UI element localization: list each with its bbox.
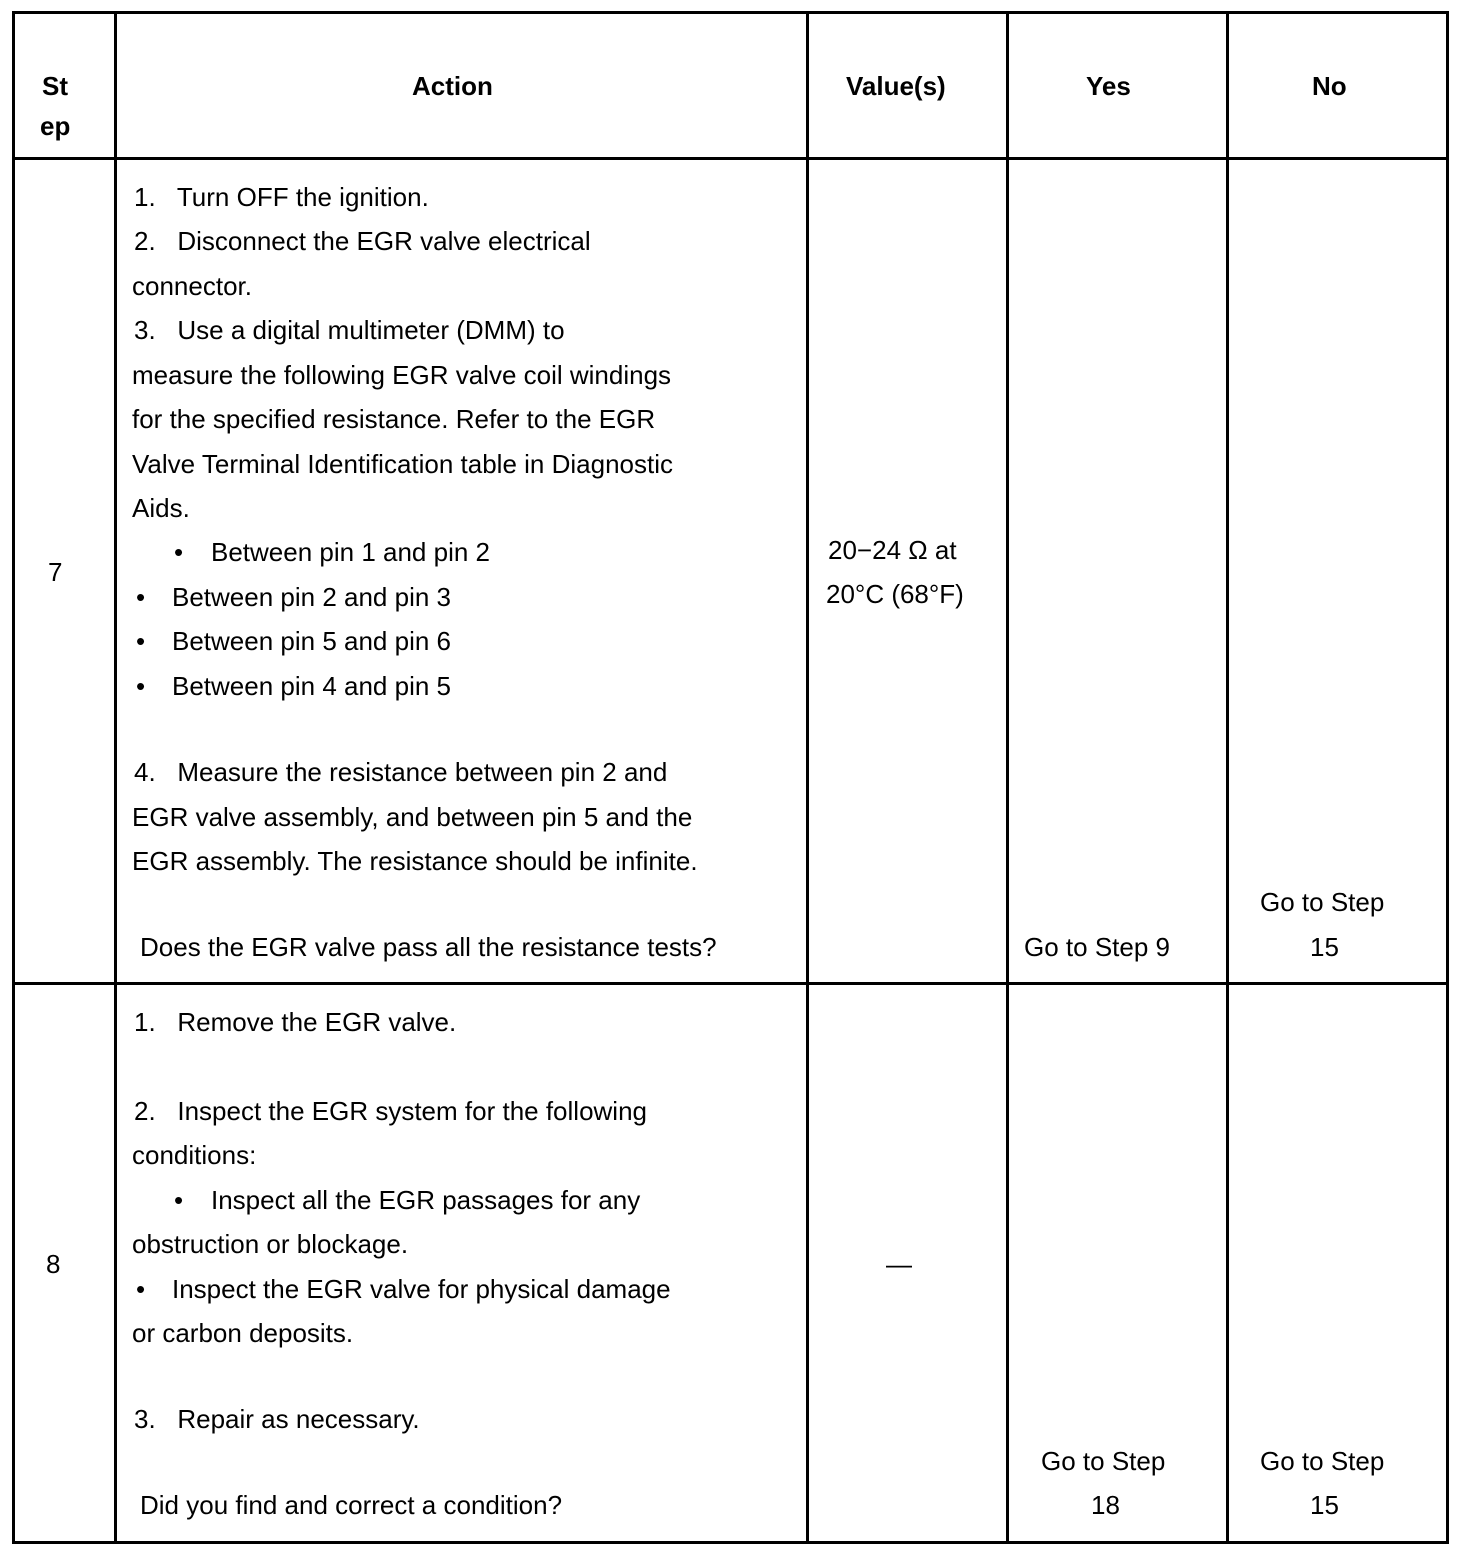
action-line: connector. bbox=[132, 271, 252, 301]
action-question: Did you find and correct a condition? bbox=[140, 1490, 563, 1520]
no-goto-line2: 15 bbox=[1310, 932, 1339, 962]
action-line: Between pin 1 and pin 2 bbox=[211, 537, 490, 567]
header-no: No bbox=[1312, 71, 1347, 101]
table-header-divider bbox=[12, 157, 1449, 160]
action-line: 4. Measure the resistance between pin 2 and bbox=[134, 757, 668, 787]
action-line: 2. Disconnect the EGR valve electrical bbox=[134, 226, 591, 256]
action-line: or carbon deposits. bbox=[132, 1318, 354, 1348]
yes-goto: Go to Step 9 bbox=[1024, 932, 1170, 962]
table-border-left bbox=[12, 11, 15, 1544]
action-line: Inspect the EGR valve for physical damage bbox=[172, 1274, 671, 1304]
bullet-icon: • bbox=[136, 671, 146, 701]
table-border-bottom bbox=[12, 1541, 1449, 1544]
action-line: 1. Turn OFF the ignition. bbox=[134, 182, 429, 212]
action-line: obstruction or blockage. bbox=[132, 1229, 409, 1259]
column-divider-action bbox=[806, 11, 809, 1544]
action-line: Between pin 4 and pin 5 bbox=[172, 671, 451, 701]
action-question: Does the EGR valve pass all the resistance tests? bbox=[140, 932, 717, 962]
action-line: Aids. bbox=[132, 493, 190, 523]
action-line: 2. Inspect the EGR system for the following bbox=[134, 1096, 648, 1126]
value-line: 20°C (68°F) bbox=[826, 579, 964, 609]
action-line: Between pin 5 and pin 6 bbox=[172, 626, 451, 656]
yes-goto-line2: 18 bbox=[1091, 1490, 1120, 1520]
bullet-icon: • bbox=[136, 1274, 146, 1304]
value-line: 20−24 Ω at bbox=[828, 535, 957, 565]
step-number: 7 bbox=[48, 557, 63, 587]
action-line: 3. Use a digital multimeter (DMM) to bbox=[134, 315, 565, 345]
action-line: measure the following EGR valve coil windings bbox=[132, 360, 672, 390]
column-divider-step bbox=[114, 11, 117, 1544]
action-line: 3. Repair as necessary. bbox=[134, 1404, 420, 1434]
column-divider-values bbox=[1006, 11, 1009, 1544]
bullet-icon: • bbox=[136, 626, 146, 656]
header-action: Action bbox=[412, 71, 493, 101]
action-line: Valve Terminal Identification table in Diagnostic bbox=[132, 449, 673, 479]
value-dash: — bbox=[886, 1249, 912, 1279]
bullet-icon: • bbox=[136, 582, 146, 612]
action-line: EGR assembly. The resistance should be infinite. bbox=[132, 846, 698, 876]
action-line: Between pin 2 and pin 3 bbox=[172, 582, 451, 612]
action-line: conditions: bbox=[132, 1140, 257, 1170]
column-divider-yes bbox=[1226, 11, 1229, 1544]
no-goto-line1: Go to Step bbox=[1260, 887, 1385, 917]
action-line: EGR valve assembly, and between pin 5 and the bbox=[132, 802, 693, 832]
action-line: for the specified resistance. Refer to the EGR bbox=[132, 404, 656, 434]
yes-goto-line1: Go to Step bbox=[1041, 1446, 1166, 1476]
step-number: 8 bbox=[46, 1249, 61, 1279]
table-border-right bbox=[1446, 11, 1449, 1544]
table-row-divider bbox=[12, 982, 1449, 985]
bullet-icon: • bbox=[174, 1185, 184, 1215]
header-yes: Yes bbox=[1086, 71, 1131, 101]
no-goto-line2: 15 bbox=[1310, 1490, 1339, 1520]
no-goto-line1: Go to Step bbox=[1260, 1446, 1385, 1476]
header-step-line1: St bbox=[42, 71, 68, 101]
header-step-line2: ep bbox=[40, 111, 71, 141]
table-border-top bbox=[12, 11, 1449, 14]
action-line: Inspect all the EGR passages for any bbox=[211, 1185, 641, 1215]
header-values: Value(s) bbox=[846, 71, 946, 101]
action-line: 1. Remove the EGR valve. bbox=[134, 1007, 457, 1037]
bullet-icon: • bbox=[174, 537, 184, 567]
